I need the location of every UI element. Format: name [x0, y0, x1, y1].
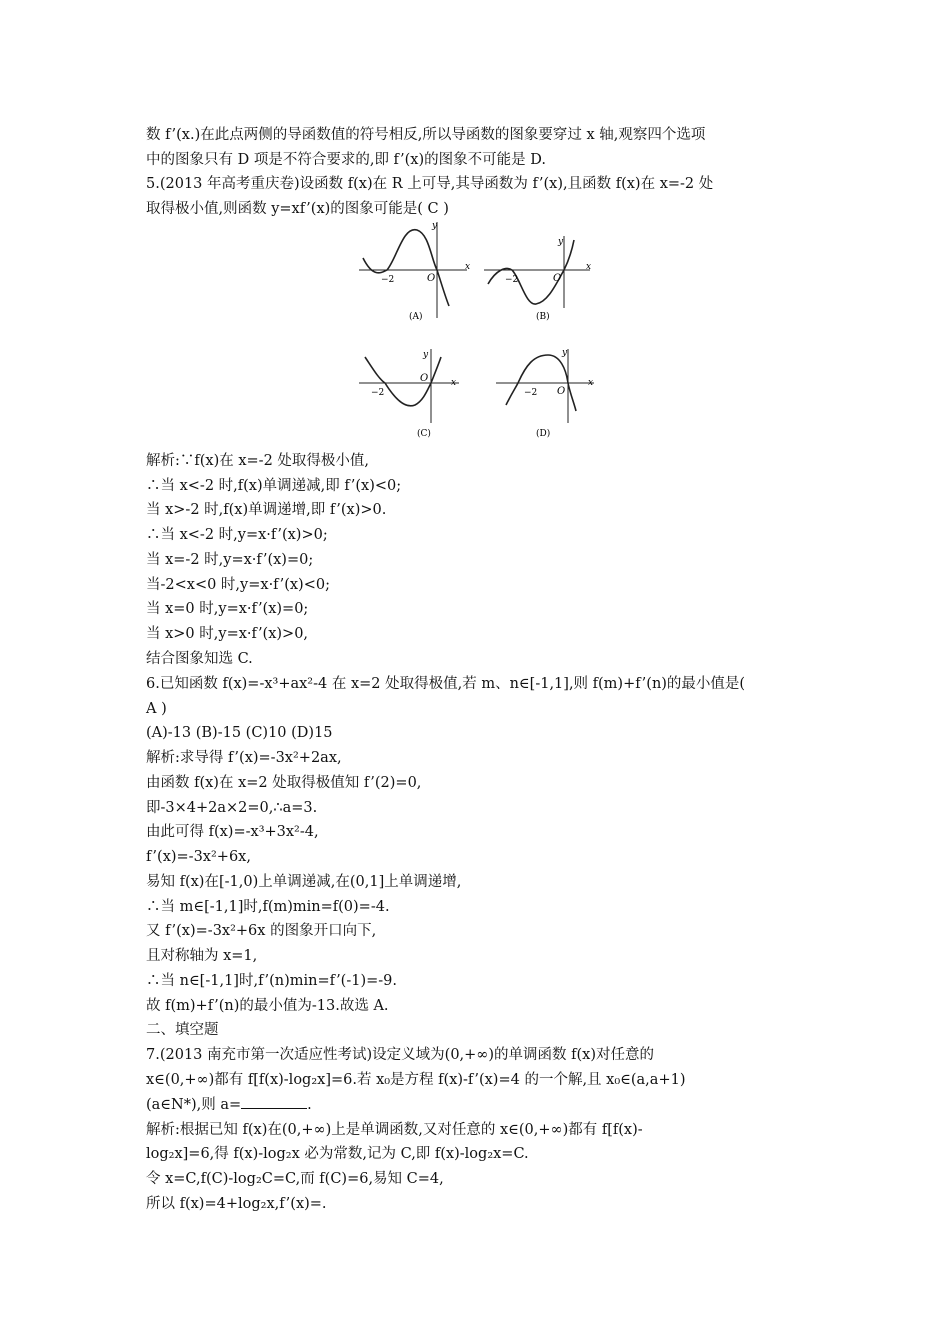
- solution-line: ∴当 x<-2 时,y=x·f’(x)>0;: [146, 527, 328, 543]
- solution-line: 解析:根据已知 f(x)在(0,+∞)上是单调函数,又对任意的 x∈(0,+∞)都有 f[f(x)-: [146, 1122, 643, 1138]
- solution-line: 又 f’(x)=-3x²+6x 的图象开口向下,: [146, 923, 377, 939]
- solution-line: 解析:∵f(x)在 x=-2 处取得极小值,: [146, 453, 370, 469]
- problem-7: x∈(0,+∞)都有 f[f(x)-log₂x]=6.若 x₀是方程 f(x)-f’(x)=4 的一个解,且 x₀∈(a,a+1): [146, 1072, 686, 1088]
- tick-label: −2: [505, 275, 519, 285]
- solution-line: 当 x=-2 时,y=x·f’(x)=0;: [146, 552, 314, 568]
- solution-line: 令 x=C,f(C)-log₂C=C,而 f(C)=6,易知 C=4,: [146, 1171, 444, 1187]
- section-heading: 二、填空题: [146, 1022, 219, 1038]
- y-axis-label: y: [558, 237, 564, 247]
- solution-line: ∴当 x<-2 时,f(x)单调递减,即 f’(x)<0;: [146, 478, 402, 494]
- graph-label: (D): [536, 429, 551, 439]
- graph-d: [492, 345, 602, 445]
- solution-line: 解析:求导得 f’(x)=-3x²+2ax,: [146, 750, 342, 766]
- graph-b: [480, 232, 600, 330]
- y-axis-label: y: [432, 221, 438, 231]
- tick-label: −2: [524, 388, 538, 398]
- x-axis-label: x: [451, 378, 457, 388]
- tick-label: −2: [371, 388, 385, 398]
- graph-label: (B): [536, 312, 550, 322]
- problem-6-answer: A ): [146, 701, 167, 717]
- problem-7-text: (a∈N*),则 a=: [146, 1097, 242, 1113]
- solution-line: ∴当 n∈[-1,1]时,f’(n)min=f’(-1)=-9.: [146, 973, 398, 989]
- origin-label: O: [420, 373, 429, 384]
- solution-line: 故 f(m)+f’(n)的最小值为-13.故选 A.: [146, 998, 389, 1014]
- tick-label: −2: [381, 275, 395, 285]
- problem-7: [146, 1093, 312, 1117]
- y-axis-label: y: [562, 348, 568, 358]
- solution-line: f’(x)=-3x²+6x,: [146, 849, 251, 865]
- solution-line: 结合图象知选 C.: [146, 651, 253, 667]
- problem-6-options: (A)-13 (B)-15 (C)10 (D)15: [146, 725, 333, 741]
- problem-7-period: .: [307, 1097, 312, 1113]
- solution-line: 当 x>0 时,y=x·f’(x)>0,: [146, 626, 309, 642]
- solution-line: 即-3×4+2a×2=0,∴a=3.: [146, 800, 318, 816]
- text-line: 中的图象只有 D 项是不符合要求的,即 f’(x)的图象不可能是 D.: [146, 152, 546, 168]
- solution-line: ∴当 m∈[-1,1]时,f(m)min=f(0)=-4.: [146, 899, 390, 915]
- problem-5: 5.(2013 年高考重庆卷)设函数 f(x)在 R 上可导,其导函数为 f’(x),且函数 f(x)在 x=-2 处: [146, 176, 714, 192]
- x-axis-label: x: [465, 262, 471, 272]
- text-line: 数 f’(x.)在此点两侧的导函数值的符号相反,所以导函数的图象要穿过 x 轴,观察四个选项: [146, 127, 706, 143]
- solution-line: 且对称轴为 x=1,: [146, 948, 258, 964]
- solution-line: 当 x=0 时,y=x·f’(x)=0;: [146, 601, 309, 617]
- graph-label: (C): [417, 429, 431, 439]
- problem-7: 7.(2013 南充市第一次适应性考试)设定义域为(0,+∞)的单调函数 f(x)对任意的: [146, 1047, 655, 1063]
- origin-label: O: [553, 273, 562, 284]
- solution-line: 当 x>-2 时,f(x)单调递增,即 f’(x)>0.: [146, 502, 387, 518]
- graph-a: [355, 218, 475, 330]
- origin-label: O: [557, 386, 566, 397]
- graph-c: [355, 345, 475, 445]
- solution-line: log₂x]=6,得 f(x)-log₂x 必为常数,记为 C,即 f(x)-log₂x=C.: [146, 1146, 529, 1162]
- problem-5-answer: 取得极小值,则函数 y=xf’(x)的图象可能是( C ): [146, 201, 449, 217]
- solution-line: 易知 f(x)在[-1,0)上单调递减,在(0,1]上单调递增,: [146, 874, 462, 890]
- graph-label: (A): [409, 312, 423, 322]
- solution-line: 由此可得 f(x)=-x³+3x²-4,: [146, 824, 319, 840]
- y-axis-label: y: [423, 350, 429, 360]
- solution-line: 当-2<x<0 时,y=x·f’(x)<0;: [146, 577, 330, 593]
- solution-line: 由函数 f(x)在 x=2 处取得极值知 f’(2)=0,: [146, 775, 422, 791]
- x-axis-label: x: [586, 262, 592, 272]
- origin-label: O: [427, 273, 436, 284]
- problem-6: 6.已知函数 f(x)=-x³+ax²-4 在 x=2 处取得极值,若 m、n∈[-1,1],则 f(m)+f’(n)的最小值是(: [146, 676, 746, 692]
- x-axis-label: x: [588, 378, 594, 388]
- solution-line: 所以 f(x)=4+log₂x,f’(x)=.: [146, 1196, 327, 1212]
- answer-blank: [241, 1094, 307, 1109]
